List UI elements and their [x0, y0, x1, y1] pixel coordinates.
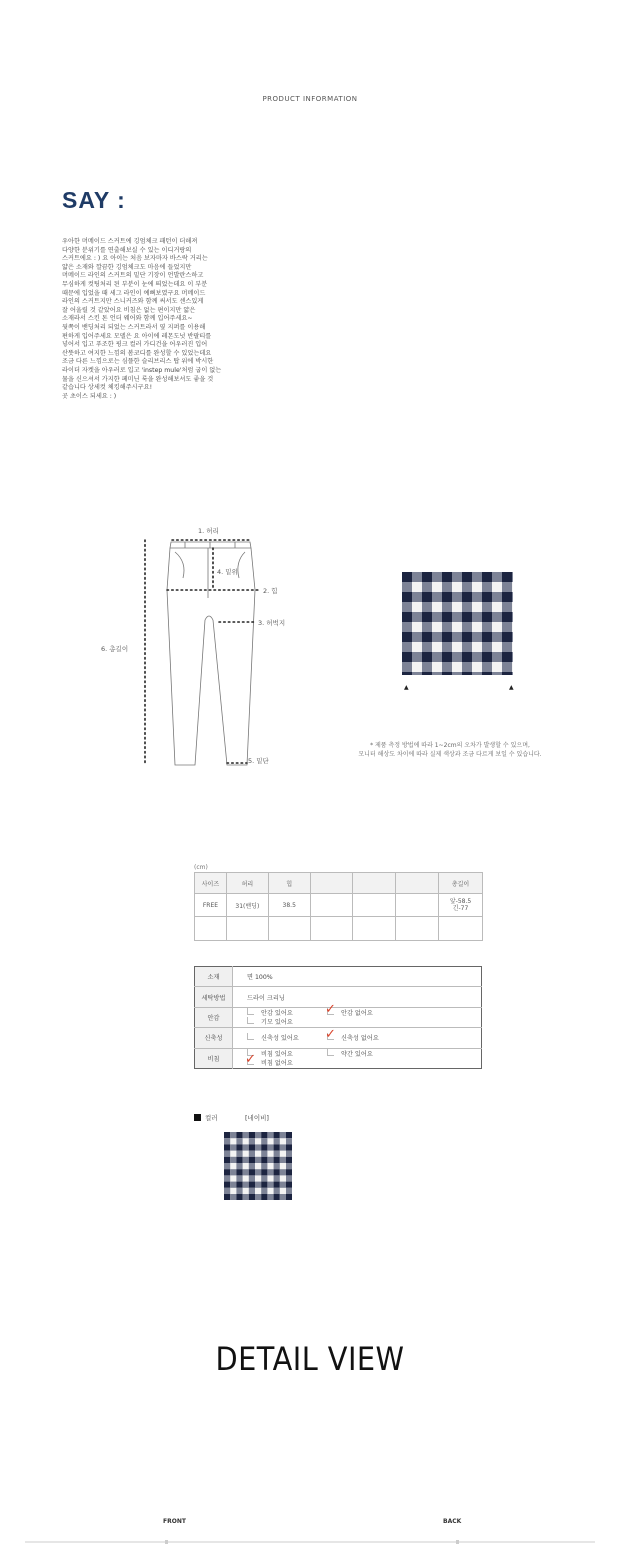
monitor-note: 모니터 해상도 차이에 따라 실제 색상과 조금 다르게 보일 수 있습니다.	[358, 751, 542, 758]
description-line: 무심하게 컷팅처리 된 부분이 눈에 띄었는데요 이 부분	[62, 280, 208, 288]
description-line: 같습니다 상세컷 체킹해주시구요!	[62, 384, 153, 392]
spec-table	[194, 966, 482, 1069]
spec-row-material	[195, 967, 482, 987]
length-long: 긴-77	[452, 905, 469, 912]
sheer-option-slight: 약간 있어요	[327, 1049, 405, 1058]
table-row	[195, 917, 483, 941]
size-diagram	[95, 520, 315, 775]
marker	[165, 1540, 168, 1544]
stretch-option-yes: 신축성 있어요	[247, 1033, 325, 1042]
arrow-left-mark: ▲	[404, 684, 409, 691]
size-table-header-row	[195, 873, 483, 894]
description-line: 잘 어울릴 것 같았어요 비침은 없는 편이지만 얇은	[62, 306, 196, 314]
lining-option-no: ✓ 안감 없어요	[324, 1002, 373, 1018]
arrow-right-mark: ▲	[509, 684, 514, 691]
description-line: 머메이드 라인의 스커트의 밑단 기장이 언발란스하고	[62, 272, 204, 280]
size-cell: FREE	[195, 894, 227, 917]
label-thigh: 3. 허벅지	[258, 619, 286, 627]
description-line: 넣어서 입고 푸조한 핑크 컬러 가디건을 어우러진 입어	[62, 341, 208, 349]
sheer-option-yes: 비침 있어요	[247, 1049, 325, 1058]
wash-label: 세탁방법	[195, 987, 233, 1007]
lining-option-fleece: 기모 있어요	[247, 1017, 325, 1026]
description-line: 라인의 스커트지만 스니커즈와 함께 써서도 센스있게	[62, 298, 204, 306]
front-label: FRONT	[163, 1518, 186, 1525]
size-header: 사이즈	[195, 873, 227, 894]
color-swatch-image	[224, 1132, 292, 1200]
description-line: 뮬을 신으셔서 가지한 페미닌 룩을 완성해보셔도 좋을 것	[62, 375, 214, 383]
product-description	[62, 238, 262, 401]
label-hip: 2. 힙	[263, 587, 278, 595]
waist-cell: 31(밴딩)	[226, 894, 268, 917]
measure-note: * 제품 측정 방법에 따라 1~2cm의 오차가 발생할 수 있으며,	[370, 742, 530, 749]
description-line: 뒷쪽이 밴딩처리 되었는 스커트라서 옆 지퍼를 이용해	[62, 323, 206, 331]
blank-cell	[396, 894, 439, 917]
fabric-swatch-image	[402, 572, 513, 675]
sheer-label: 비침	[195, 1048, 233, 1068]
description-line: 스커트에요 : ) 요 아이는 처음 보자마자 바스락 거리는	[62, 255, 208, 263]
marker	[456, 1540, 459, 1544]
blank-cell	[353, 894, 396, 917]
waist-header: 허리	[226, 873, 268, 894]
check-icon: ✓	[324, 1002, 336, 1018]
description-line: 조금 다른 느낌으로는 심플한 슬리브리스 탑 위에 박시한	[62, 358, 214, 366]
stretch-label: 신축성	[195, 1028, 233, 1048]
square-bullet-icon	[194, 1114, 201, 1121]
length-header: 총길이	[439, 873, 483, 894]
material-label: 소재	[195, 967, 233, 987]
material-value: 면 100%	[247, 974, 273, 982]
description-line: 때문에 입었을 때 세그 라인이 예뻐보였구요 머메이드	[62, 289, 206, 297]
description-line: 다양한 분위기를 연출해보실 수 있는 이디거랑의	[62, 246, 192, 254]
spec-row-stretch	[195, 1028, 482, 1048]
size-table	[194, 872, 483, 941]
label-rise: 4. 밑위	[217, 568, 238, 576]
length-cell	[439, 894, 483, 917]
spec-row-wash	[195, 987, 482, 1007]
description-line: 얇은 소재와 깔끔한 깅엄체크도 마음에 들었지만	[62, 263, 192, 271]
description-line: 라이더 자켓을 아우러로 입고 'instep mule'처럼 굽이 없는	[62, 366, 222, 374]
description-line: 편하게 입어주세요 모델은 요 아이에 레몬도넛 반팔티를	[62, 332, 212, 340]
blank-header	[353, 873, 396, 894]
label-waist: 1. 허리	[198, 527, 219, 535]
description-line: 곳 초이스 되세요 : )	[62, 392, 117, 400]
unit-label: (cm)	[194, 864, 208, 871]
check-icon: ✓	[245, 1052, 256, 1068]
check-icon: ✓	[324, 1027, 336, 1043]
label-length: 6. 총길이	[101, 645, 129, 653]
detail-view-heading: DETAIL VIEW	[215, 1340, 405, 1378]
color-label: 컬러	[205, 1114, 218, 1122]
description-line: 소재라서 스킨 톤 언더 웨어와 함께 입어주세요~	[62, 315, 193, 323]
hip-cell: 38.5	[268, 894, 310, 917]
color-value: [네이비]	[245, 1114, 269, 1122]
divider	[25, 1541, 595, 1543]
say-heading: SAY :	[62, 187, 126, 213]
stretch-option-no: ✓ 신축성 없어요	[324, 1027, 379, 1043]
blank-header	[310, 873, 353, 894]
table-row	[195, 894, 483, 917]
back-label: BACK	[443, 1518, 462, 1525]
description-line: 산뜻하고 여지한 느낌의 봄코디를 완성할 수 있었는데요	[62, 349, 212, 357]
spec-row-lining	[195, 1007, 482, 1027]
blank-header	[396, 873, 439, 894]
label-hem: 5. 밑단	[248, 757, 269, 765]
color-heading	[194, 1113, 218, 1122]
lining-option-yes: 안감 있어요	[247, 1008, 325, 1017]
hip-header: 힙	[268, 873, 310, 894]
length-front: 앞-58.5	[449, 898, 472, 905]
spec-row-sheer	[195, 1048, 482, 1068]
page-title: PRODUCT INFORMATION	[262, 95, 358, 103]
description-line: 우아한 머메이드 스커트에 깅엄체크 패턴이 더해져	[62, 238, 198, 245]
wash-value: 드라이 크리닝	[233, 987, 482, 1007]
sheer-option-no: ✓ 비침 없어요	[245, 1052, 293, 1068]
blank-cell	[310, 894, 353, 917]
lining-label: 안감	[195, 1007, 233, 1027]
